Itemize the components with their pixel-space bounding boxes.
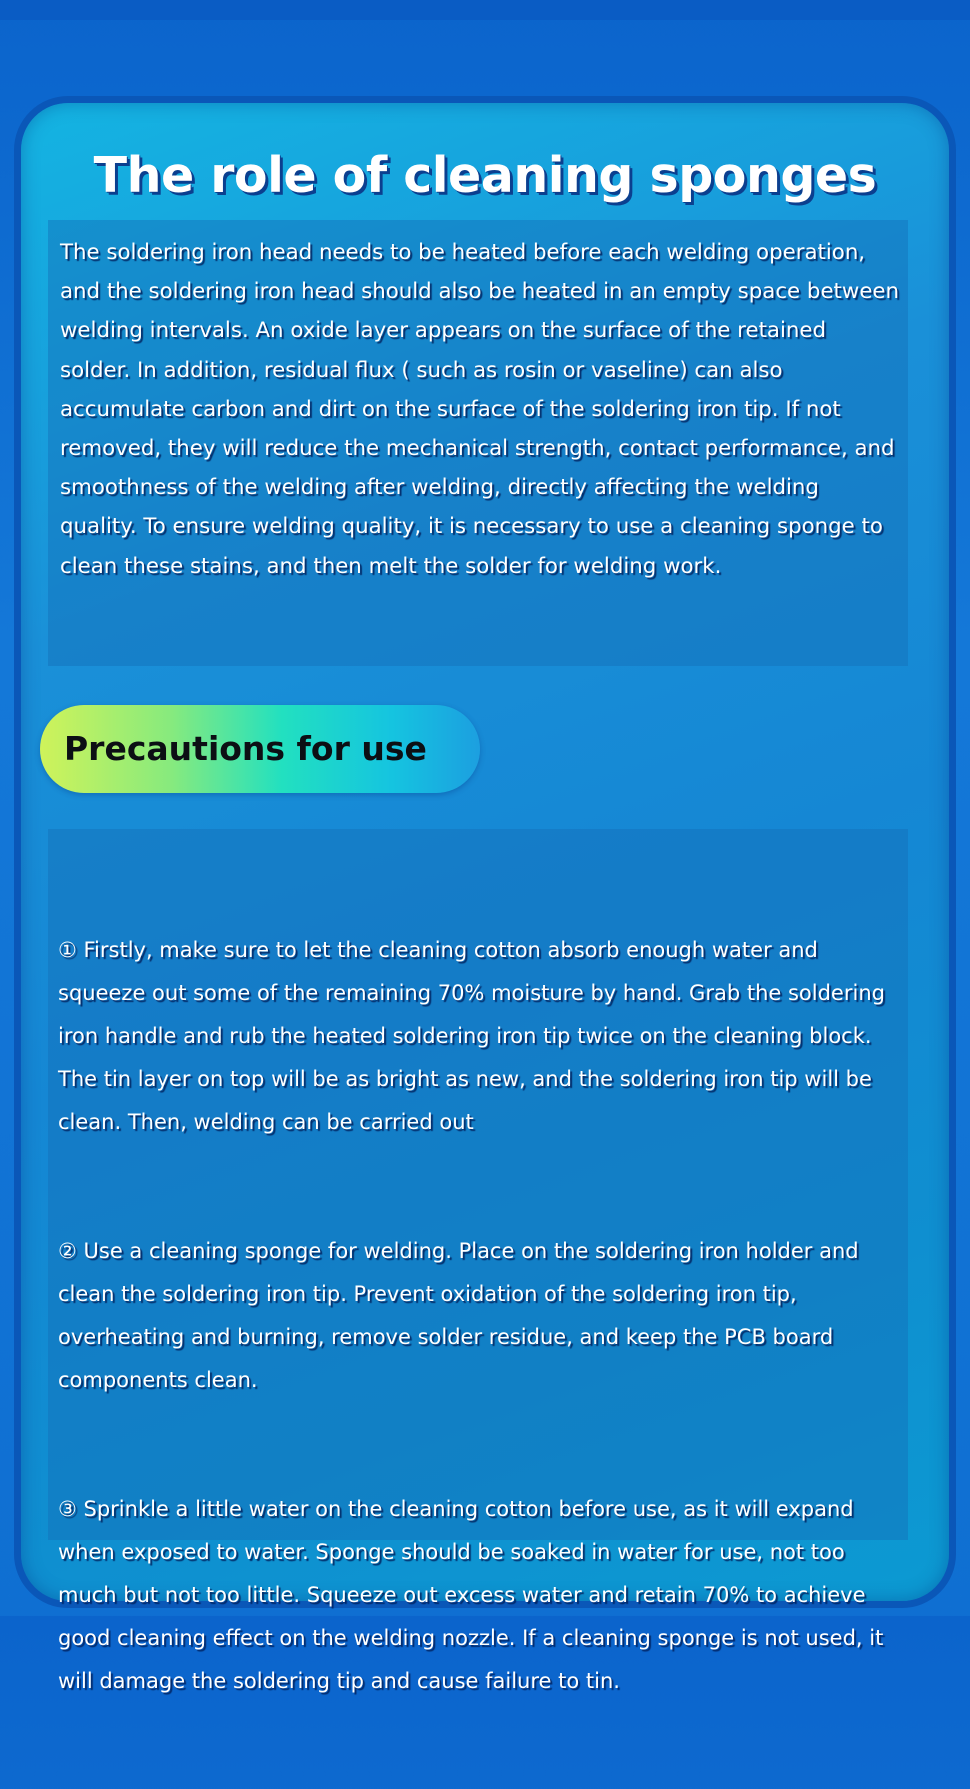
page-title: The role of cleaning sponges xyxy=(93,147,877,204)
precaution-step-3: ③ Sprinkle a little water on the cleaning cotton before use, as it will expand when exposed to water. Sponge should be soaked in water for use, not too much but not too little. Squeeze out excess water and retain 70% to achieve good cleaning effect on the welding nozzle. If a cleaning sponge is not used, it will damage the soldering tip and cause failure to tin. xyxy=(58,1497,891,1693)
intro-paragraph: The soldering iron head needs to be heated before each welding operation, and the soldering iron head should also be heated in an empty space between welding intervals. An oxide layer appears on the surface of the retained solder. In addition, residual flux ( such as rosin or vaseline) can also accumulate carbon and dirt on the surface of the soldering iron tip. If not removed, they will reduce the mechanical strength, contact performance, and smoothness of the welding after welding, directly affecting the welding quality. To ensure welding quality, it is necessary to use a cleaning sponge to clean these stains, and then melt the solder for welding work. xyxy=(48,220,908,666)
content-panel xyxy=(14,96,956,1693)
top-band xyxy=(0,0,970,20)
precautions-heading: Precautions for use xyxy=(64,729,427,768)
precautions-badge xyxy=(40,705,480,793)
precautions-list xyxy=(48,829,908,1693)
precaution-step-2: ② Use a cleaning sponge for welding. Place on the soldering iron holder and clean the soldering iron tip. Prevent oxidation of the soldering iron tip, overheating and burning, remove solder residue, and keep the PCB board components clean. xyxy=(58,1239,866,1392)
precaution-step-1: ① Firstly, make sure to let the cleaning cotton absorb enough water and squeeze out some of the remaining 70% moisture by hand. Grab the soldering iron handle and rub the heated soldering iron tip twice on the cleaning block. The tin layer on top will be as bright as new, and the soldering iron tip will be clean. Then, welding can be carried out xyxy=(58,938,892,1134)
